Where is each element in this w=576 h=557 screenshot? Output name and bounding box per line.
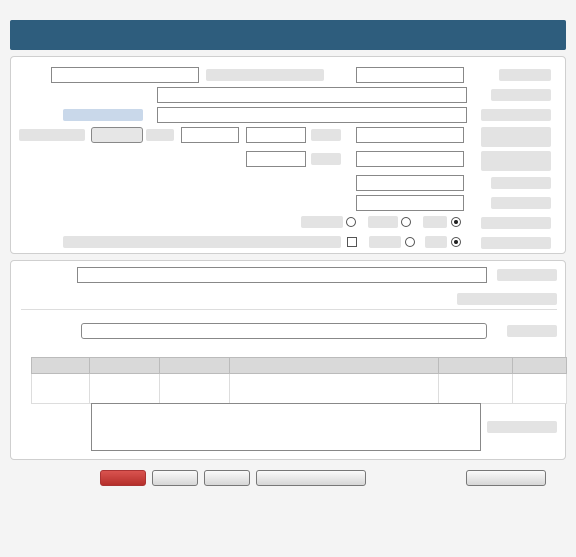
back-button[interactable]	[152, 470, 198, 486]
group-field	[81, 323, 487, 339]
remaining-time-label	[19, 129, 85, 141]
request-number-label	[499, 69, 551, 81]
cell-item-name	[229, 374, 439, 404]
response-deadline-time-field	[246, 127, 306, 143]
cell-quantity	[89, 374, 159, 404]
request-creator-field	[157, 107, 467, 123]
request-creator-label	[481, 109, 551, 121]
buyer-notes-field	[91, 403, 481, 451]
min-validity-date-field	[356, 151, 464, 167]
response-deadline-label	[481, 127, 551, 147]
process-option-medium-label	[369, 236, 401, 248]
announcement-datetime-label	[206, 69, 324, 81]
goods-info-title	[457, 293, 557, 305]
response-deadline-date-field	[356, 127, 464, 143]
min-validity-time-field	[246, 151, 306, 167]
col-header-row	[513, 358, 567, 374]
purchase-process-label	[481, 237, 551, 249]
category-option-goods-label	[423, 216, 447, 228]
col-header-quantity	[89, 358, 159, 374]
days-label	[146, 129, 174, 141]
print-button[interactable]	[204, 470, 250, 486]
process-option-minor-label	[425, 236, 447, 248]
col-header-item-code	[439, 358, 513, 374]
description-label	[497, 269, 557, 281]
delivery-city-field	[356, 195, 464, 211]
col-header-item-name	[229, 358, 439, 374]
table-row	[32, 374, 567, 404]
subject-category-label	[481, 217, 551, 229]
contact-buyer-link[interactable]	[63, 109, 143, 121]
request-number-field	[356, 67, 464, 83]
cell-row-number	[513, 374, 567, 404]
col-header-unit	[159, 358, 229, 374]
category-radio-goods-service[interactable]	[346, 217, 356, 227]
delivery-city-label	[491, 197, 551, 209]
buyer-org-field	[157, 87, 467, 103]
items-panel	[10, 260, 566, 460]
remaining-time-field	[91, 127, 143, 143]
category-radio-service[interactable]	[401, 217, 411, 227]
cell-need-date	[32, 374, 90, 404]
buyer-notes-label	[487, 421, 557, 433]
min-validity-label	[481, 151, 551, 171]
response-deadline-time-label	[311, 129, 341, 141]
description-field	[77, 267, 487, 283]
treasury-checkbox[interactable]	[347, 237, 357, 247]
process-radio-minor[interactable]	[451, 237, 461, 247]
cell-item-code	[439, 374, 513, 404]
buyer-org-label	[491, 89, 551, 101]
cell-unit	[159, 374, 229, 404]
request-details-panel	[10, 56, 566, 254]
delivery-province-label	[491, 177, 551, 189]
col-header-need-date	[32, 358, 90, 374]
response-deadline-days-field	[181, 127, 239, 143]
treasury-note	[63, 236, 341, 248]
reply-button[interactable]	[466, 470, 546, 486]
group-label	[507, 325, 557, 337]
category-option-service-label	[368, 216, 398, 228]
goods-table	[31, 357, 567, 404]
delivery-province-field	[356, 175, 464, 191]
process-radio-medium[interactable]	[405, 237, 415, 247]
min-validity-time-label	[311, 153, 341, 165]
category-radio-goods[interactable]	[451, 217, 461, 227]
divider	[21, 309, 557, 310]
page-header	[10, 20, 566, 50]
category-option-goods-service-label	[301, 216, 343, 228]
exit-button[interactable]	[100, 470, 146, 486]
view-attachments-button[interactable]	[256, 470, 366, 486]
announcement-datetime-field	[51, 67, 199, 83]
